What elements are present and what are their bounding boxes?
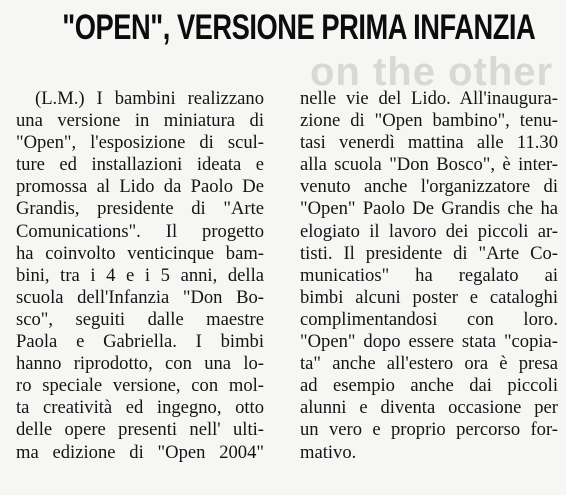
- article-line: alunni e diventa occasione per: [300, 397, 558, 419]
- article-headline: "OPEN", VERSIONE PRIMA INFANZIA: [62, 8, 536, 47]
- article-line: venuto anche l'organizzatore di: [300, 176, 558, 198]
- article-line: ta creatività ed ingegno, otto: [16, 397, 264, 419]
- article-line: delle opere presenti nell' ulti-: [16, 419, 264, 441]
- article-line: ro speciale versione, con mol-: [16, 375, 264, 397]
- article-line: (L.M.) I bambini realizzano: [35, 88, 264, 109]
- article-line: ture ed installazioni ideata e: [16, 154, 264, 176]
- article-line: "Open" dopo essere stata "copia-: [300, 331, 558, 353]
- article-line: ad esempio anche dai piccoli: [300, 375, 558, 397]
- article-line: tasi venerdì mattina alle 11.30: [300, 132, 558, 154]
- article-line: nelle vie del Lido. All'inaugura-: [300, 88, 558, 109]
- article-line: ta" anche all'estero ora è presa: [300, 353, 558, 375]
- article-line: hanno riprodotto, con una lo-: [16, 353, 264, 375]
- article-column-left: [16, 88, 264, 464]
- article-line: elogiato il lavoro dei piccoli ar-: [300, 220, 558, 242]
- article-line: scuola dell'Infanzia "Don Bo-: [16, 286, 264, 308]
- bleed-through-headline: on the other: [310, 50, 554, 94]
- article-line: Grandis, presidente di "Arte: [16, 198, 264, 220]
- article-line: sco", seguiti dalle maestre: [16, 308, 264, 330]
- article-line: ha coinvolto venticinque bam-: [16, 242, 264, 264]
- article-line: una versione in miniatura di: [16, 110, 264, 132]
- article-line: un vero e proprio percorso for-: [300, 419, 558, 441]
- article-line: alla scuola "Don Bosco", è inter-: [300, 154, 558, 176]
- article-line: bimbi alcuni poster e cataloghi: [300, 286, 558, 308]
- article-line: "Open" Paolo De Grandis che ha: [300, 198, 558, 220]
- article-line: "Open", l'esposizione di scul-: [16, 132, 264, 154]
- article-line: Paola e Gabriella. I bimbi: [16, 331, 264, 353]
- article-line: promossa al Lido da Paolo De: [16, 176, 264, 198]
- article-line: mativo.: [300, 441, 357, 463]
- article-line: ma edizione di "Open 2004": [16, 441, 264, 463]
- article-column-right: [300, 88, 558, 464]
- article-line: complimentandosi con loro.: [300, 308, 558, 330]
- article-line: tisti. Il presidente di "Arte Co-: [300, 242, 558, 264]
- column-gutter: [281, 95, 282, 485]
- article-line: bini, tra i 4 e i 5 anni, della: [16, 264, 264, 286]
- article-line: municatios" ha regalato ai: [300, 264, 558, 286]
- article-line: Comunications". Il progetto: [16, 220, 264, 242]
- article-line: zione di "Open bambino", tenu-: [300, 110, 558, 132]
